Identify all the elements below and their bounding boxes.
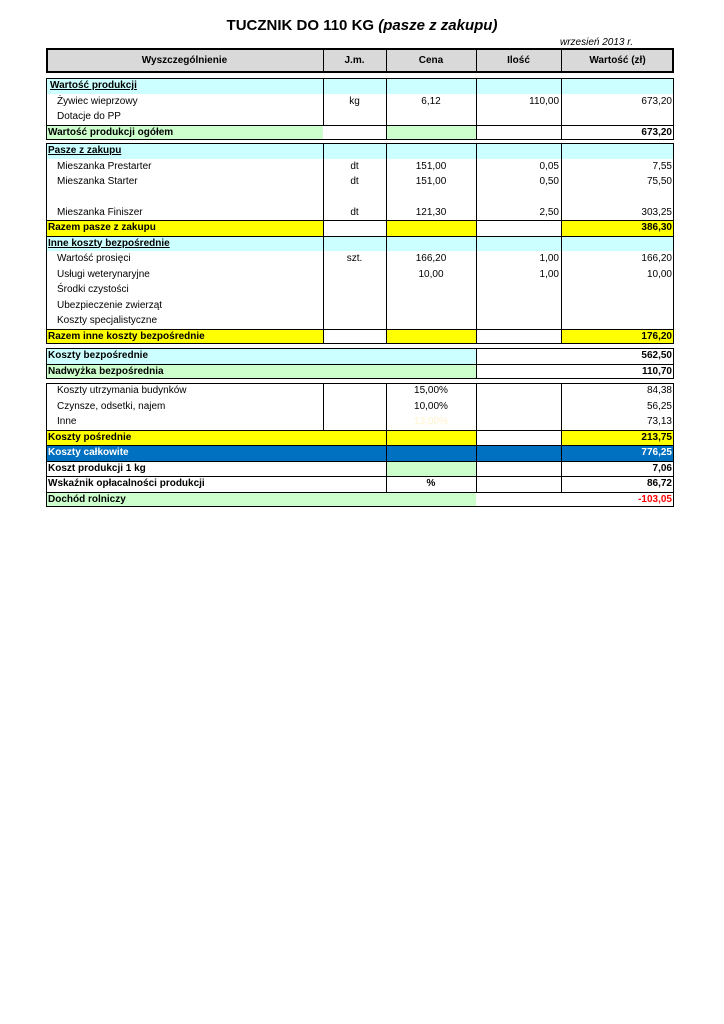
table-row-18-c3 [476,383,561,399]
table-row-9-c1 [323,236,386,252]
table-row-7-c0: Mieszanka Finiszer [57,206,143,218]
page-subtitle: (pasze z zakupu) [378,17,498,34]
table-row-23-c4: 7,06 [652,462,672,474]
table-row-19-c0: Czynsze, odsetki, najem [57,400,166,412]
table-row-10-c0: Wartość prosięci [57,253,131,264]
table-row-25-c4: -103,05 [638,493,672,505]
table-row-6-c1: dt [350,176,359,187]
table-row-20-c1 [323,414,386,430]
table-row-24-c2: % [426,478,436,489]
table-row-17-c3 [476,364,561,380]
table-row-10-c1: szt. [346,253,363,264]
table-row-2-c3 [476,109,561,125]
table-row-25-c3 [476,492,561,508]
table-row-4-c0: Pasze z zakupu [48,145,122,156]
table-row-24-c0: Wskaźnik opłacalności produkcji [48,478,205,489]
table-row-5-c3: 0,05 [539,160,559,172]
table-row-3-c3 [476,125,561,141]
table-row-10-c4: 166,20 [641,253,672,264]
table-row-19-c4: 56,25 [646,400,672,412]
table-row-24-c3 [476,476,561,492]
table-row-8-c4: 386,30 [641,222,672,233]
table-row-7-c4: 303,25 [641,206,672,218]
table-row-21-c1 [323,430,386,446]
table-row-4-c4 [561,143,674,159]
table-row-16-c3 [476,348,561,364]
table-row-14-c0: Koszty specjalistyczne [57,315,158,326]
table-row-6-c2: 151,00 [415,176,447,187]
table-row-3-c0: Wartość produkcji ogółem [48,126,174,138]
table-row-21-c4: 213,75 [641,431,672,443]
table-row-16-c2 [386,348,476,364]
table-row-20-c4: 73,13 [646,416,672,427]
table-row-17-c4: 110,70 [641,365,672,377]
table-row-3-c4: 673,20 [641,126,672,138]
header-c1: J.m. [344,55,365,66]
table-row-19-c2: 10,00% [414,400,448,412]
table-row-8-c2 [386,220,476,236]
table-row-17-c1 [323,364,386,380]
table-row-15-c4: 176,20 [641,330,672,342]
table-row-2-c4 [561,109,674,125]
table-row-19-c1 [323,399,386,415]
table-row-5-c2: 151,00 [415,160,447,172]
table-row-0-c3 [476,78,561,94]
table-row-11-c0: Usługi weterynaryjne [57,268,150,280]
table-row-22-c1 [323,445,386,461]
table-row-15-c2 [386,329,476,345]
table-row-14-c1 [323,313,386,329]
table-row-21-c2 [386,430,476,446]
table-row-4-c2 [386,143,476,159]
table-row-10-c3: 1,00 [539,253,559,264]
table-row-0-c2 [386,78,476,94]
table-row-23-c0: Koszt produkcji 1 kg [48,462,146,474]
table-row-24-c4: 86,72 [646,478,672,489]
table-row-11-c4: 10,00 [646,268,672,280]
table-row-9-c3 [476,236,561,252]
table-row-15-c1 [323,329,386,345]
table-row-6-c0: Mieszanka Starter [57,176,138,187]
table-row-9-c2 [386,236,476,252]
table-row-0-c1 [323,78,386,94]
table-row-2-c2 [386,109,476,125]
table-row-12-c0: Środki czystości [57,284,129,295]
table-row-18-c0: Koszty utrzymania budynków [57,385,187,396]
table-row-14-c2 [386,313,476,329]
header-c2: Cena [418,55,444,66]
table-row-16-c1 [323,348,386,364]
table-row-14-c3 [476,313,561,329]
table-row-13-c3 [476,298,561,314]
table-row-5-c0: Mieszanka Prestarter [57,160,152,172]
table-row-12-c4 [561,282,674,298]
table-row-18-c4: 84,38 [646,385,672,396]
table-row-21-c3 [476,430,561,446]
table-row-7-c2: 121,30 [415,206,447,218]
table-row-22-c4: 776,25 [641,447,672,458]
header-c0: Wyszczególnienie [141,55,228,66]
table-row-23-c1 [323,461,386,477]
table-row-25-c0: Dochód rolniczy [48,493,126,505]
table-row-0-c0: Wartość produkcji [50,80,137,91]
table-row-7-c3: 2,50 [539,206,559,218]
table-row-6-c4: 75,50 [646,176,672,187]
table-row-15-c0: Razem inne koszty bezpośrednie [48,330,205,342]
table-row-13-c1 [323,298,386,314]
table-row-12-c3 [476,282,561,298]
table-row-1-c1: kg [349,95,360,107]
table-row-18-c2: 15,00% [414,385,448,396]
table-row-2-c0: Dotacje do PP [57,111,121,122]
table-row-1-c3: 110,00 [529,95,559,107]
header-c4: Wartość (zł) [589,55,646,66]
table-row-23-c3 [476,461,561,477]
table-row-18-c1 [323,383,386,399]
table-row-2-c1 [323,109,386,125]
table-row-15-c3 [476,329,561,345]
table-row-8-c1 [323,220,386,236]
table-row-20-c3 [476,414,561,430]
table-row-4-c3 [476,143,561,159]
table-row-20-c0: Inne [57,416,77,427]
table-row-1-c0: Żywiec wieprzowy [57,95,138,107]
table-row-25-c2 [386,492,476,508]
table-row-3-c2 [386,125,476,141]
table-row-9-c4 [561,236,674,252]
table-row-7-c1: dt [350,206,359,218]
table-row-24-c1 [323,476,386,492]
table-row-1-c4: 673,20 [641,95,672,107]
table-row-22-c0: Koszty całkowite [48,447,129,458]
table-row-0-c4 [561,78,674,94]
table-row-14-c4 [561,313,674,329]
table-row-16-c4: 562,50 [641,350,672,361]
table-row-8-c3 [476,220,561,236]
table-row-11-c1 [323,267,386,283]
table-row-12-c1 [323,282,386,298]
table-row-13-c4 [561,298,674,314]
table-row-17-c2 [386,364,476,380]
table-row-22-c2 [386,445,476,461]
table-row-25-c1 [323,492,386,508]
page-title: TUCZNIK DO 110 KG (pasze z zakupu) [226,17,498,34]
table-row-11-c3: 1,00 [539,268,559,280]
header-c3: Ilość [507,55,530,66]
table-row-8-c0: Razem pasze z zakupu [48,222,156,233]
table-row-6-c3: 0,50 [539,176,559,187]
table-row-9-c0: Inne koszty bezpośrednie [48,237,170,249]
table-row-23-c2 [386,461,476,477]
table-row-16-c0: Koszty bezpośrednie [48,350,149,361]
table-row-5-c1: dt [350,160,359,172]
table-row-1-c2: 6,12 [421,95,441,107]
table-row-4-c1 [323,143,386,159]
table-row-20-c2: 13,00% [414,416,448,427]
table-row-17-c0: Nadwyżka bezpośrednia [48,365,164,377]
table-row-12-c2 [386,282,476,298]
table-row-10-c2: 166,20 [415,253,447,264]
table-row-3-c1 [323,125,386,141]
table-row-22-c3 [476,445,561,461]
report-date: wrzesień 2013 r. [560,37,633,48]
table-row-13-c0: Ubezpieczenie zwierząt [57,299,163,311]
table-row-11-c2: 10,00 [418,268,444,280]
table-row-13-c2 [386,298,476,314]
table-row-19-c3 [476,399,561,415]
table-row-21-c0: Koszty pośrednie [48,431,132,443]
table-row-5-c4: 7,55 [652,160,672,172]
